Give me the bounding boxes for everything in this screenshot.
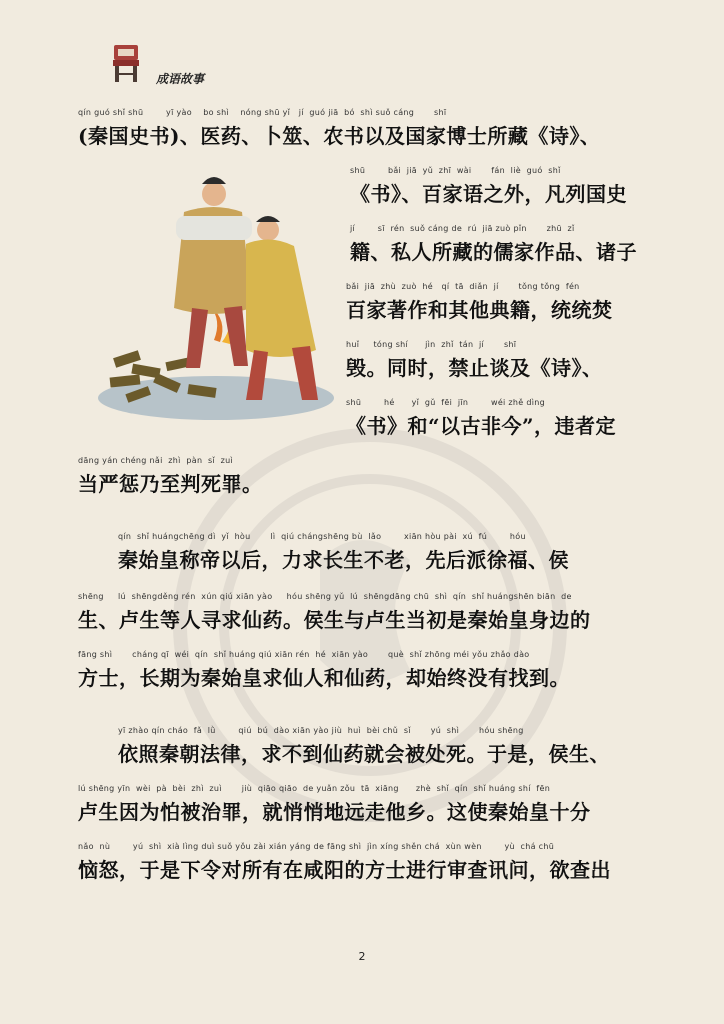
chinese-text: 《书》、百家语之外，凡列国史 (350, 182, 627, 206)
pinyin-annotation: qín guó shǐ shū yī yào bo shì nóng shū yǐ jí guó jiā bó shì suǒ cáng shī (78, 108, 447, 117)
chinese-text: 恼怒，于是下令对所有在咸阳的方士进行审查讯问，欲查出 (78, 858, 611, 882)
chinese-text: 毁。同时，禁止谈及《诗》、 (346, 356, 603, 380)
pinyin-annotation: lú shēng yīn wèi pà bèi zhì zuì jiù qiāo qiāo de yuǎn zǒu tā xiāng zhè shǐ qín shǐ huáng shí fēn (78, 784, 551, 793)
chinese-text: 籍、私人所藏的儒家作品、诸子 (350, 240, 637, 264)
chinese-text: 生、卢生等人寻求仙药。侯生与卢生当初是秦始皇身边的 (78, 608, 591, 632)
pinyin-annotation: nǎo nù yú shì xià lìng duì suǒ yǒu zài xián yáng de fāng shì jìn xíng shěn chá xùn wèn yù chá chū (78, 842, 555, 851)
pinyin-annotation: yī zhào qín cháo fǎ lǜ qiú bú dào xiān yào jiù huì bèi chǔ sǐ yú shì hóu shēng (118, 726, 524, 735)
chinese-text: 当严惩乃至判死罪。 (78, 472, 263, 496)
pinyin-annotation: shū hé yǐ gǔ fēi jīn wéi zhě dìng (346, 398, 545, 407)
pinyin-annotation: bǎi jiā zhù zuò hé qí tā diǎn jí tǒng tǒng fén (346, 282, 580, 291)
chair-icon (108, 42, 144, 84)
figure-right (246, 216, 318, 400)
chinese-text: 依照秦朝法律，求不到仙药就会被处死。于是，侯生、 (118, 742, 610, 766)
chinese-text: 百家著作和其他典籍，统统焚 (346, 298, 613, 322)
header-title: 成语故事 (156, 72, 205, 86)
pinyin-annotation: fāng shì cháng qī wéi qín shǐ huáng qiú xiān rén hé xiān yào què shǐ zhōng méi yǒu zhǎo dào (78, 650, 530, 659)
pinyin-annotation: jí sī rén suǒ cáng de rú jiā zuò pǐn zhū zǐ (350, 224, 575, 233)
chinese-text: 方士，长期为秦始皇求仙人和仙药，却始终没有找到。 (78, 666, 570, 690)
chinese-text: (秦国史书)、医药、卜筮、农书以及国家博士所藏《诗》、 (78, 124, 601, 148)
chinese-text: 卢生因为怕被治罪，就悄悄地远走他乡。这使秦始皇十分 (78, 800, 591, 824)
page-number: 2 (358, 950, 366, 963)
story-illustration (96, 172, 336, 424)
pinyin-annotation: shū bǎi jiā yǔ zhī wài fán liè guó shǐ (350, 166, 561, 175)
chinese-text: 秦始皇称帝以后，力求长生不老，先后派徐福、侯 (118, 548, 569, 572)
pinyin-annotation: qín shǐ huángchēng dì yǐ hòu lì qiú chángshēng bù lǎo xiān hòu pài xú fú hóu (118, 532, 526, 541)
pinyin-annotation: shēng lú shēngděng rén xún qiú xiān yào hóu shēng yǔ lú shēngdāng chū shì qín shǐ huángshēn biān de (78, 592, 572, 601)
pinyin-annotation: dāng yán chéng nǎi zhì pàn sǐ zuì (78, 456, 234, 465)
figure-left (174, 177, 252, 368)
pinyin-annotation: huǐ tóng shí jìn zhǐ tán jí shī (346, 340, 517, 349)
chinese-text: 《书》和“以古非今”，违者定 (346, 414, 617, 438)
